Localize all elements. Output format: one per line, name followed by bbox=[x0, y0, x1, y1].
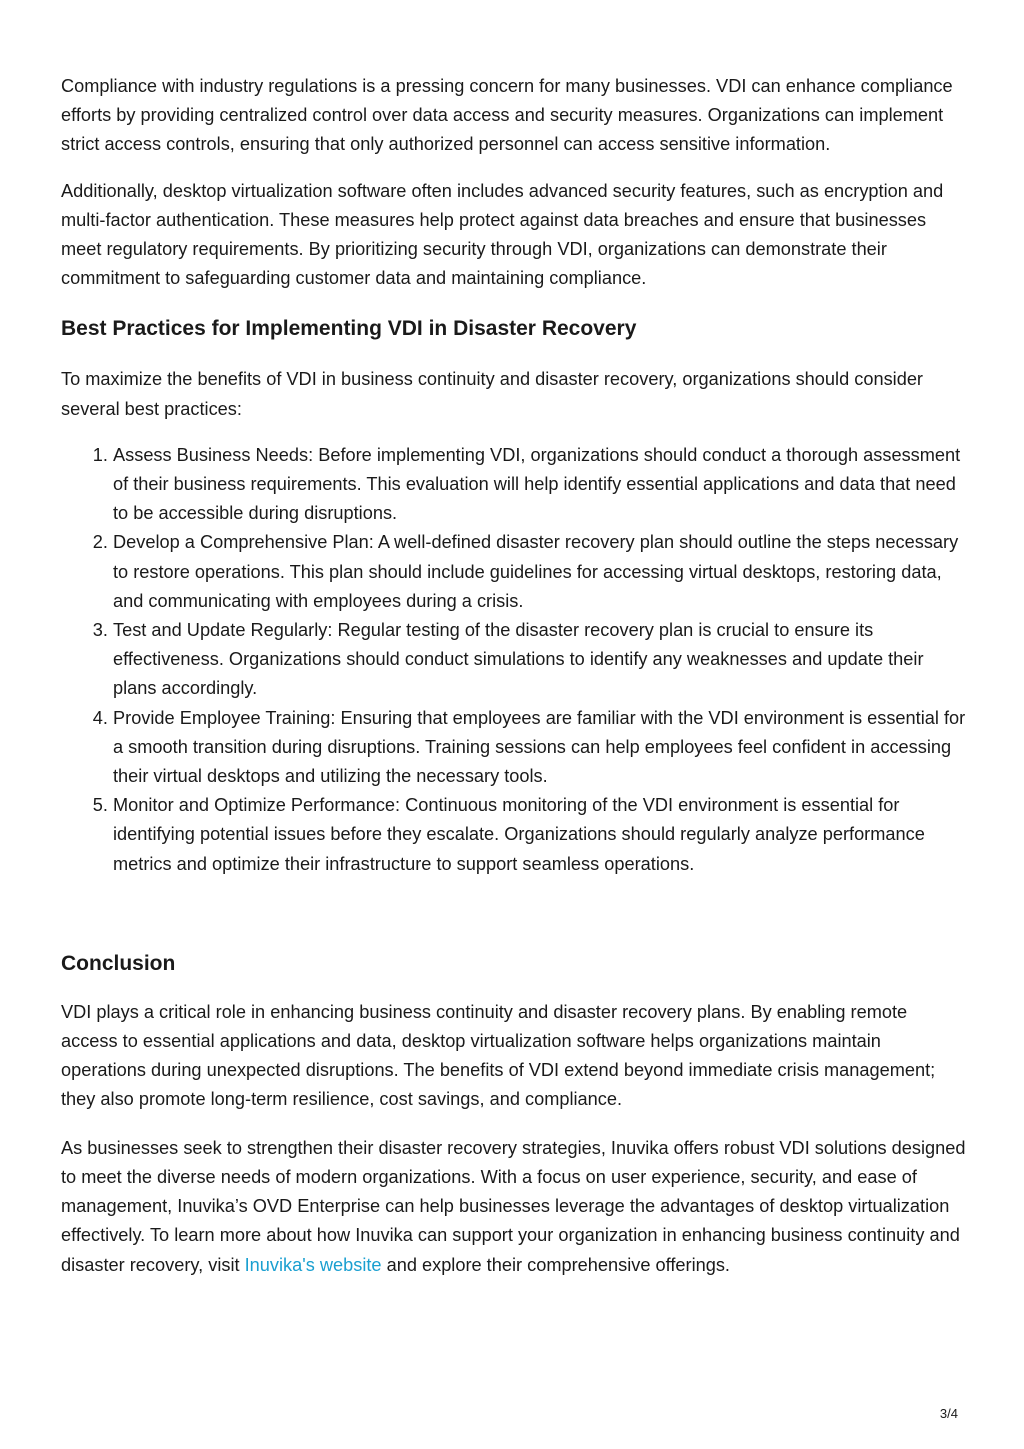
paragraph-closing bbox=[61, 1134, 966, 1280]
page-number: 3/4 bbox=[939, 1406, 958, 1421]
list-item: 4. Provide Employee Training: Ensuring that employees are familiar with the VDI environment is essential for a smooth transition during disruptions. Training sessions can help employees feel confident in accessing their virtual desktops and utilizing the necessary tools. bbox=[113, 704, 966, 792]
list-item: 3. Test and Update Regularly: Regular testing of the disaster recovery plan is crucial to ensure its effectiveness. Organizations should conduct simulations to identify any weaknesses and update their plans accordingly. bbox=[113, 616, 966, 704]
closing-text-before-link: As businesses seek to strengthen their disaster recovery strategies, Inuvika offers robust VDI solutions designed to meet the diverse needs of modern organizations. With a focus on user experience, security, and ease of management, Inuvika’s OVD Enterprise can help businesses leverage the advantages of desktop virtualization effectively. To learn more about how Inuvika can support your organization in enhancing business continuity and disaster recovery, visit bbox=[61, 1137, 966, 1275]
list-item: 5. Monitor and Optimize Performance: Continuous monitoring of the VDI environment is essential for identifying potential issues before they escalate. Organizations should regularly analyze performance metrics and optimize their infrastructure to support seamless operations. bbox=[113, 791, 966, 879]
heading-conclusion: Conclusion bbox=[61, 951, 176, 975]
list-item: 2. Develop a Comprehensive Plan: A well-defined disaster recovery plan should outline the steps necessary to restore operations. This plan should include guidelines for accessing virtual desktops, restoring data, and communicating with employees during a crisis. bbox=[113, 528, 966, 616]
paragraph-security-features: Additionally, desktop virtualization software often includes advanced security features, such as encryption and multi-factor authentication. These measures help protect against data breaches and ensure that businesses meet regulatory requirements. By prioritizing security through VDI, organizations can demonstrate their commitment to safeguarding customer data and maintaining compliance. bbox=[61, 180, 944, 289]
inuvika-website-link[interactable]: Inuvika's website bbox=[244, 1254, 382, 1275]
paragraph-compliance: Compliance with industry regulations is a pressing concern for many businesses. VDI can enhance compliance efforts by providing centralized control over data access and security measures. Organizations can implement strict access controls, ensuring that only authorized personnel can access sensitive information. bbox=[61, 76, 953, 155]
document-body bbox=[61, 72, 966, 1280]
heading-best-practices: Best Practices for Implementing VDI in Disaster Recovery bbox=[61, 317, 637, 341]
best-practices-list bbox=[61, 441, 966, 879]
list-item: 1. Assess Business Needs: Before implementing VDI, organizations should conduct a thorough assessment of their business requirements. This evaluation will help identify essential applications and data that need to be accessible during disruptions. bbox=[113, 441, 966, 529]
paragraph-conclusion: VDI plays a critical role in enhancing business continuity and disaster recovery plans. By enabling remote access to essential applications and data, desktop virtualization software helps organizations maintain operations during unexpected disruptions. The benefits of VDI extend beyond immediate crisis management; they also promote long-term resilience, cost savings, and compliance. bbox=[61, 1001, 936, 1110]
closing-text-after-link: and explore their comprehensive offerings. bbox=[381, 1254, 730, 1275]
paragraph-best-practices-intro: To maximize the benefits of VDI in business continuity and disaster recovery, organizations should consider several best practices: bbox=[61, 369, 923, 419]
